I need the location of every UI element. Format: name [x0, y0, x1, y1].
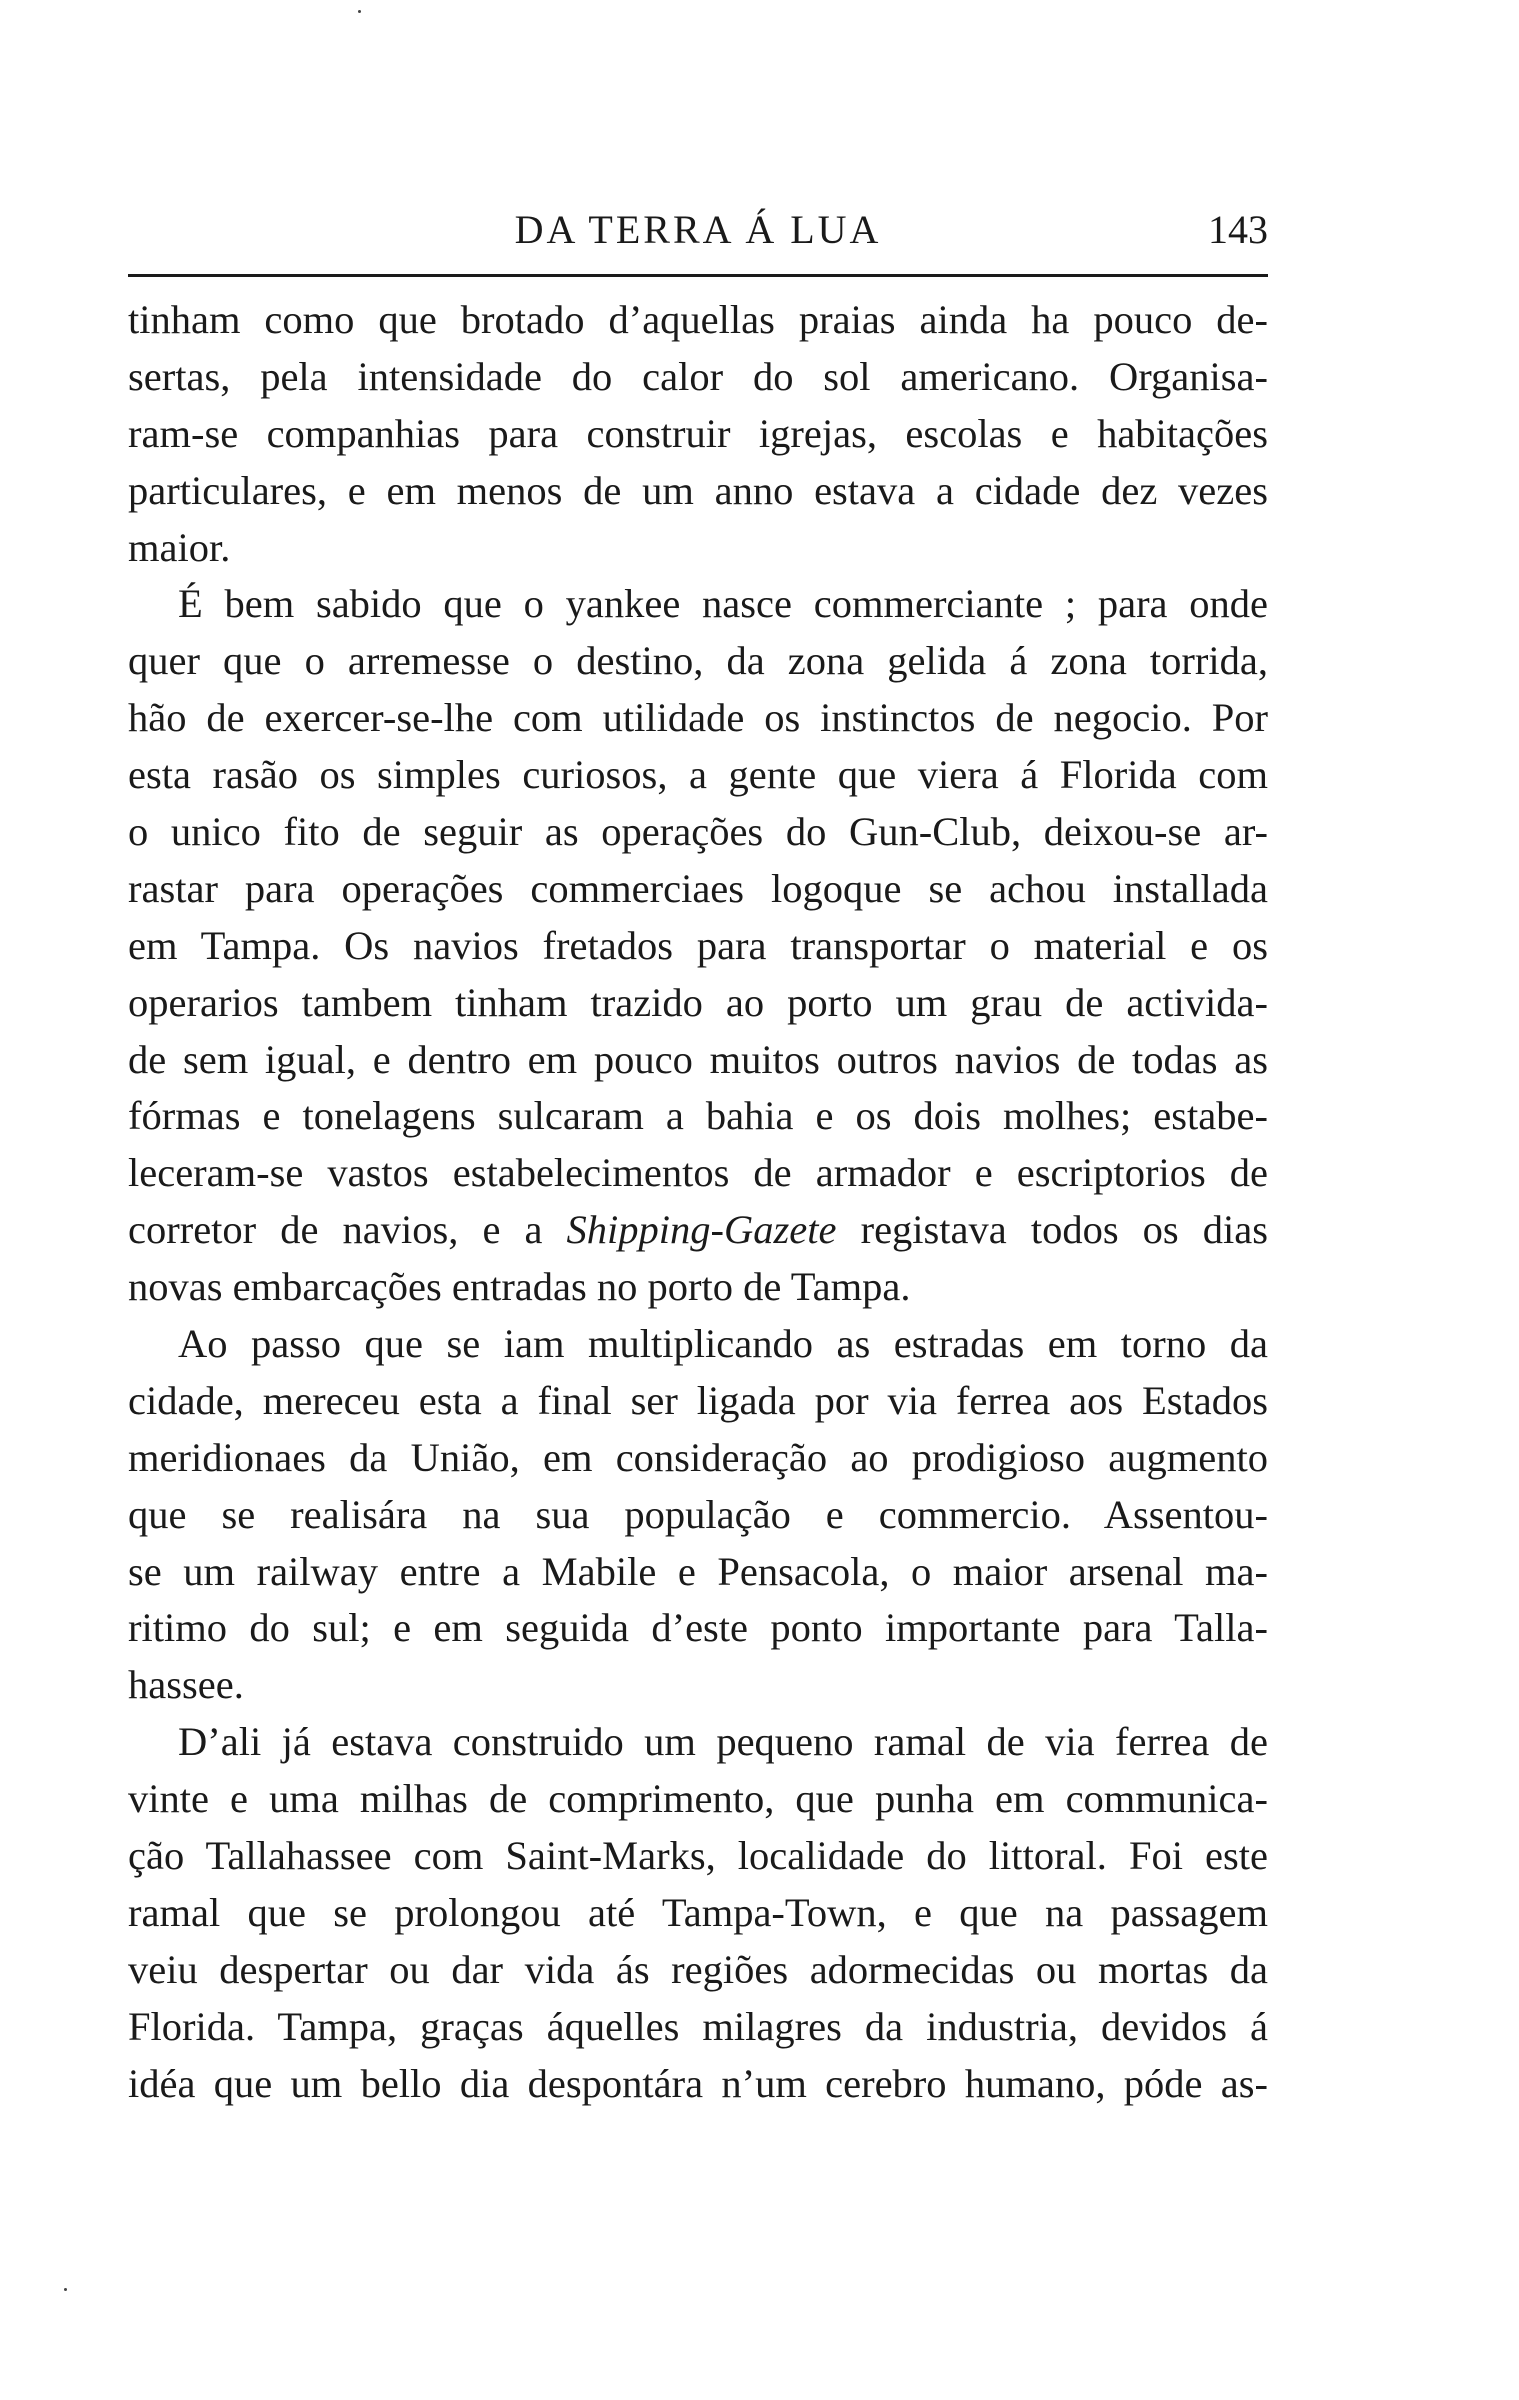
text-line: quer que o arremesse o destino, da zona gelida á zona torrida,	[128, 638, 1268, 684]
body-text	[128, 292, 1268, 2113]
text-line-segment: registava todos os dias	[836, 1207, 1268, 1253]
text-line: ção Tallahassee com Saint-Marks, localidade do littoral. Foi este	[128, 1833, 1268, 1879]
text-line: cidade, mereceu esta a final ser ligada por via ferrea aos Estados	[128, 1377, 1268, 1423]
text-line: ram-se companhias para construir igrejas, escolas e habitações	[128, 410, 1268, 456]
text-line: de sem igual, e dentro em pouco muitos outros navios de todas as	[128, 1036, 1268, 1082]
text-line: particulares, e em menos de um anno estava a cidade dez vezes	[128, 467, 1268, 513]
text-line: ritimo do sul; e em seguida d’este ponto importante para Talla-	[128, 1605, 1268, 1651]
text-line: vinte e uma milhas de comprimento, que punha em communica-	[128, 1776, 1268, 1822]
text-line: novas embarcações entradas no porto de Tampa.	[128, 1264, 911, 1310]
text-line: leceram-se vastos estabelecimentos de armador e escriptorios de	[128, 1150, 1268, 1196]
running-title: DA TERRA Á LUA	[514, 207, 882, 252]
text-line: operarios tambem tinham trazido ao porto um grau de activida-	[128, 979, 1268, 1025]
header-rule	[128, 274, 1268, 277]
text-line: sertas, pela intensidade do calor do sol americano. Organisa-	[128, 353, 1268, 399]
text-line: tinham como que brotado d’aquellas praias ainda ha pouco de-	[128, 297, 1268, 342]
text-line: fórmas e tonelagens sulcaram a bahia e os dois molhes; estabe-	[128, 1093, 1268, 1139]
text-line: esta rasão os simples curiosos, a gente que viera á Florida com	[128, 752, 1268, 798]
italic-title: Shipping-Gazete	[566, 1207, 837, 1253]
text-line	[128, 1202, 1268, 1259]
text-line: que se realisára na sua população e commercio. Assentou-	[128, 1491, 1268, 1537]
scan-speck	[358, 10, 361, 13]
text-line: o unico fito de seguir as operações do Gun-Club, deixou-se ar-	[128, 809, 1268, 855]
text-line: veiu despertar ou dar vida ás regiões adormecidas ou mortas da	[128, 1946, 1268, 1992]
text-line: D’ali já estava construido um pequeno ramal de via ferrea de	[178, 1719, 1268, 1765]
scan-speck	[64, 2288, 67, 2291]
page-header	[128, 202, 1268, 262]
text-line: hassee.	[128, 1662, 244, 1708]
text-line: maior.	[128, 524, 231, 570]
text-line: em Tampa. Os navios fretados para transportar o material e os	[128, 922, 1268, 968]
text-line-segment: corretor de navios, e a	[128, 1207, 567, 1253]
text-line: ramal que se prolongou até Tampa-Town, e que na passagem	[128, 1889, 1268, 1935]
text-line: Florida. Tampa, graças áquelles milagres da industria, devidos á	[128, 2003, 1268, 2049]
page-number: 143	[1208, 207, 1268, 252]
text-line: É bem sabido que o yankee nasce commerciante ; para onde	[178, 581, 1268, 627]
text-line: idéa que um bello dia despontára n’um cerebro humano, póde as-	[128, 2060, 1268, 2106]
text-line: meridionaes da União, em consideração ao prodigioso augmento	[128, 1434, 1268, 1480]
text-line: hão de exercer-se-lhe com utilidade os instinctos de negocio. Por	[128, 695, 1268, 741]
text-line: rastar para operações commerciaes logoque se achou installada	[128, 865, 1268, 911]
text-line: Ao passo que se iam multiplicando as estradas em torno da	[178, 1321, 1268, 1367]
text-line: se um railway entre a Mabile e Pensacola, o maior arsenal ma-	[128, 1548, 1268, 1594]
